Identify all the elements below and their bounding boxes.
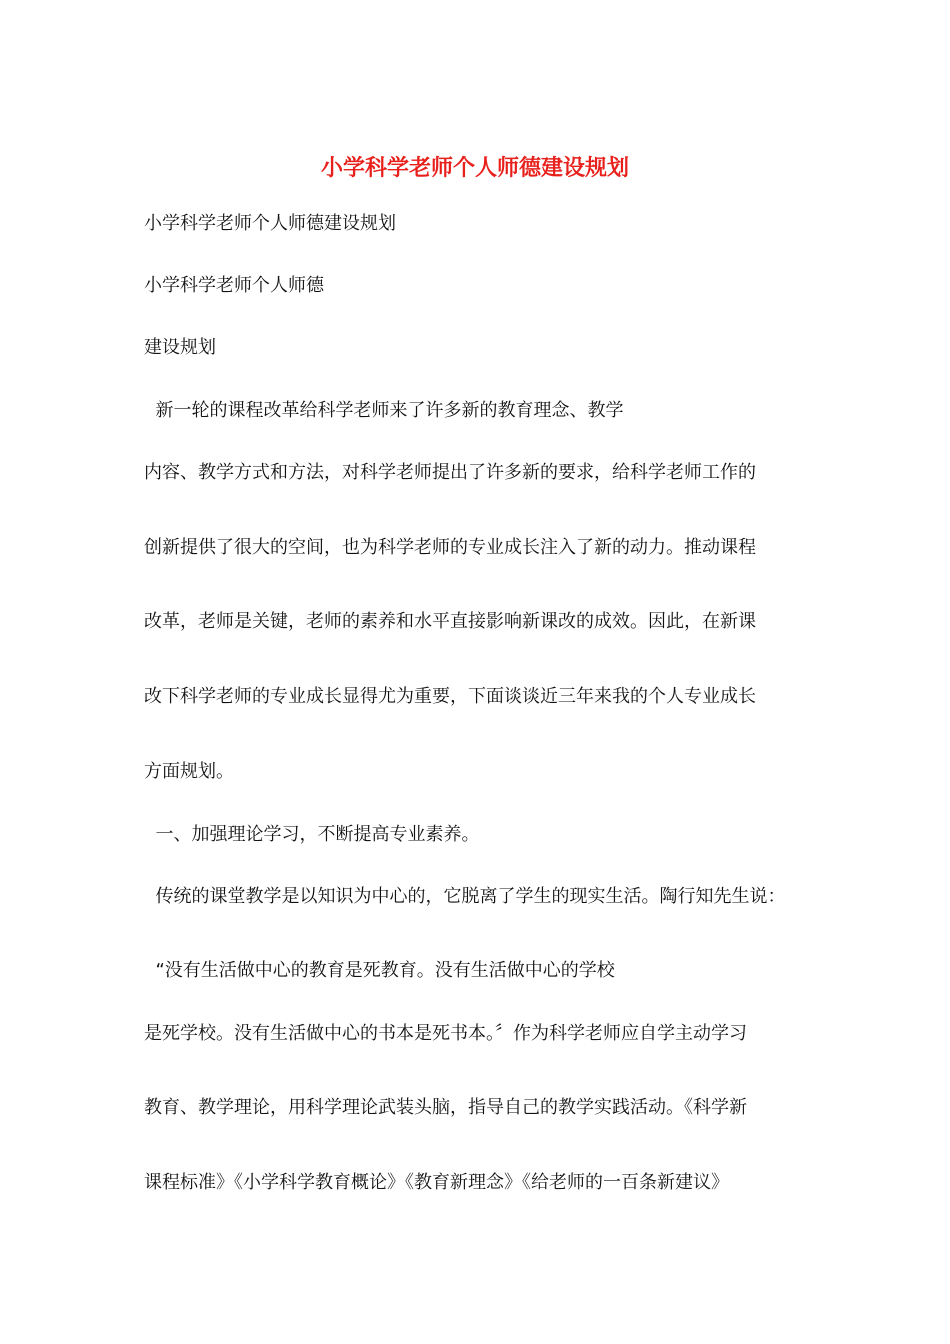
text-line: 教育、教学理论，用科学理论武装头脑，指导自己的教学实践活动。《科学新 <box>144 1097 747 1118</box>
text-line: 小学科学老师个人师德 <box>144 275 324 296</box>
text-line: 内容、教学方式和方法，对科学老师提出了许多新的要求，给科学老师工作的 <box>144 462 756 483</box>
text-line: 课程标准》《小学科学教育概论》《教育新理念》《给老师的一百条新建议》 <box>144 1172 729 1193</box>
text-line: 创新提供了很大的空间，也为科学老师的专业成长注入了新的动力。推动课程 <box>144 537 756 558</box>
text-line: 方面规划。 <box>144 761 234 782</box>
text-line: 建设规划 <box>144 337 216 358</box>
text-line: 新一轮的课程改革给科学老师来了许多新的教育理念、教学 <box>144 400 624 421</box>
document-title: 小学科学老师个人师德建设规划 <box>320 155 629 181</box>
text-line: 传统的课堂教学是以知识为中心的，它脱离了学生的现实生活。陶行知先生说： <box>144 886 786 907</box>
text-line: “没有生活做中心的教育是死教育。没有生活做中心的学校 <box>144 960 615 981</box>
text-line: 是死学校。没有生活做中心的书本是死书本。〞作为科学老师应自学主动学习 <box>144 1023 747 1044</box>
text-line: 小学科学老师个人师德建设规划 <box>144 213 396 234</box>
text-line: 改革，老师是关键，老师的素养和水平直接影响新课改的成效。因此，在新课 <box>144 611 756 632</box>
text-line: 改下科学老师的专业成长显得尤为重要，下面谈谈近三年来我的个人专业成长 <box>144 686 756 707</box>
text-line: 一、加强理论学习，不断提高专业素养。 <box>144 824 480 845</box>
